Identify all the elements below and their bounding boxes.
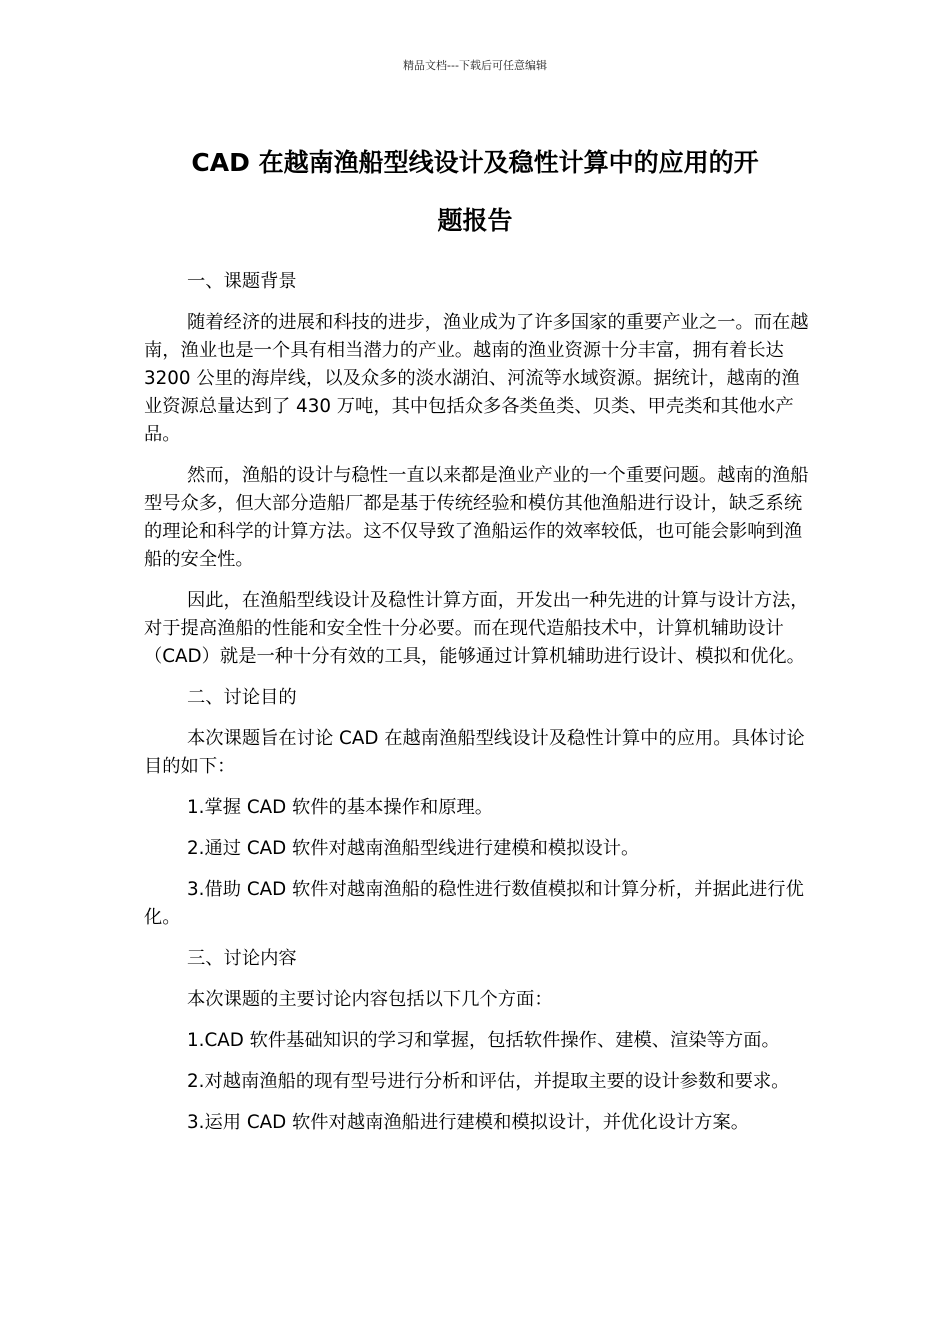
- title-line-1: CAD 在越南渔船型线设计及稳性计算中的应用的开: [191, 148, 759, 177]
- list-item: 2.对越南渔船的现有型号进行分析和评估，并提取主要的设计参数和要求。: [187, 1071, 790, 1092]
- section-heading-purpose: 二、讨论目的: [187, 687, 297, 708]
- list-item: 1.CAD 软件基础知识的学习和掌握，包括软件操作、建模、渲染等方面。: [187, 1030, 780, 1051]
- paragraph: 本次课题旨在讨论 CAD 在越南渔船型线设计及稳性计算中的应用。具体讨论目的如下：: [144, 728, 805, 777]
- list-item: 2.通过 CAD 软件对越南渔船型线进行建模和模拟设计。: [187, 838, 640, 859]
- paragraph: 随着经济的进展和科技的进步，渔业成为了许多国家的重要产业之一。而在越南，渔业也是一个具有相当潜力的产业。越南的渔业资源十分丰富，拥有着长达 3200 公里的海岸线，以及众多的淡水湖泊、河流等水域资源。据统计，越南的渔业资源总量达到了 430 万吨，其中包括众多各类鱼类、贝类、甲壳类和其他水产品。: [144, 312, 809, 445]
- list-item: 3.运用 CAD 软件对越南渔船进行建模和模拟设计，并优化设计方案。: [187, 1112, 750, 1133]
- list-item: 3.借助 CAD 软件对越南渔船的稳性进行数值模拟和计算分析，并据此进行优化。: [144, 879, 804, 928]
- section-heading-content: 三、讨论内容: [187, 948, 297, 969]
- page-header-watermark: 精品文档---下载后可任意编辑: [403, 59, 547, 72]
- list-item: 1.掌握 CAD 软件的基本操作和原理。: [187, 797, 494, 818]
- title-line-2: 题报告: [437, 206, 513, 235]
- paragraph: 本次课题的主要讨论内容包括以下几个方面：: [187, 989, 553, 1010]
- document-title: [140, 134, 810, 250]
- section-heading-background: 一、课题背景: [187, 271, 297, 292]
- paragraph: 然而，渔船的设计与稳性一直以来都是渔业产业的一个重要问题。越南的渔船型号众多，但大部分造船厂都是基于传统经验和模仿其他渔船进行设计，缺乏系统的理论和科学的计算方法。这不仅导致了渔船运作的效率较低，也可能会影响到渔船的安全性。: [144, 465, 809, 570]
- paragraph: 因此，在渔船型线设计及稳性计算方面，开发出一种先进的计算与设计方法，对于提高渔船的性能和安全性十分必要。而在现代造船技术中，计算机辅助设计（CAD）就是一种十分有效的工具，能够通过计算机辅助进行设计、模拟和优化。: [144, 590, 809, 667]
- document-body: [144, 268, 810, 1150]
